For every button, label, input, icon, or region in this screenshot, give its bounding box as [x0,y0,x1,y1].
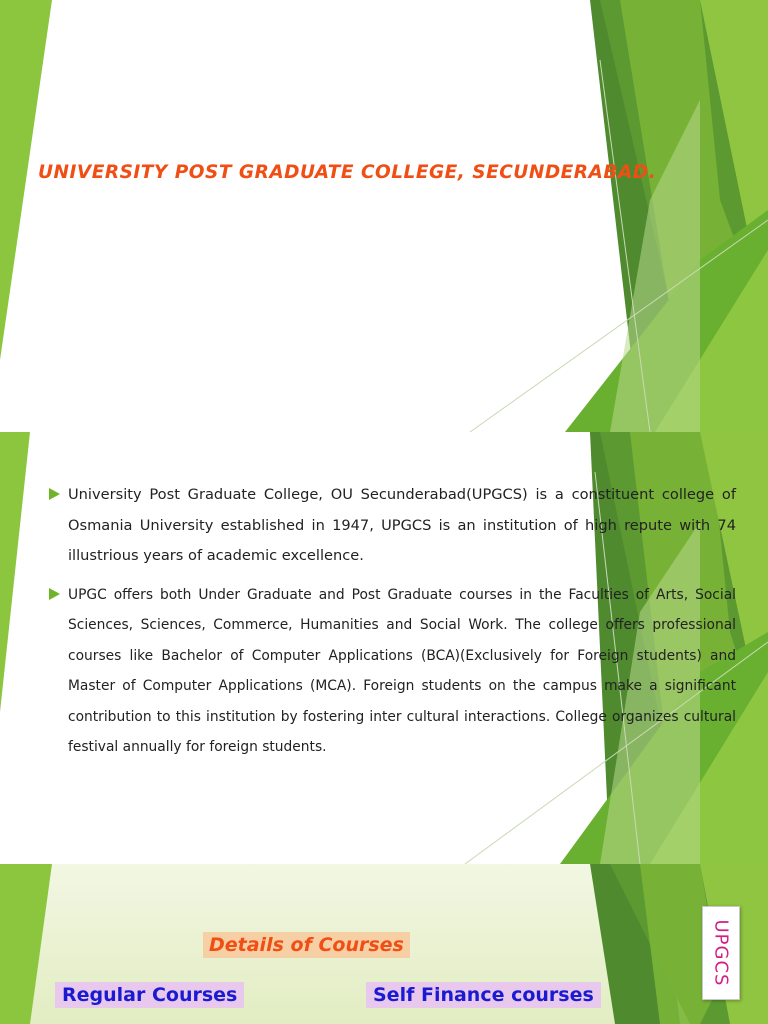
upgcs-logo [702,906,740,1000]
bullet-text: UPGC offers both Under Graduate and Post Graduate courses in the Faculties of Arts, Social Sciences, Sciences, Commerce, Humanities and Social Work. The college offers professional courses like Bachelor of Computer Applications (BCA)(Exclusively for Foreign students) and Master of Computer Applications (MCA). Foreign students on the campus make a significant contribution to this institution by fostering inter cultural interactions. College organizes cultural festival annually for foreign students. [68,586,736,755]
slide-title [0,0,768,432]
bullet-item [46,580,736,763]
logo-text: UPGCS [710,919,732,987]
bullet-arrow-icon [49,488,60,500]
courses-heading: Details of Courses [203,932,410,958]
regular-courses-link[interactable]: Regular Courses [55,982,244,1008]
green-decoration [0,0,768,432]
self-finance-courses-link[interactable]: Self Finance courses [366,982,601,1008]
page-title: UNIVERSITY POST GRADUATE COLLEGE, SECUNDERABAD. [38,162,657,183]
bullet-arrow-icon [49,588,60,600]
bullet-item [46,480,736,572]
slide-about [0,432,768,864]
slide-courses [0,864,768,1024]
about-bullet-list [46,480,736,763]
bullet-text: University Post Graduate College, OU Secunderabad(UPGCS) is a constituent college of Osmania University established in 1947, UPGCS is an institution of high repute with 74 illustrious years of academic excellence. [68,486,736,564]
